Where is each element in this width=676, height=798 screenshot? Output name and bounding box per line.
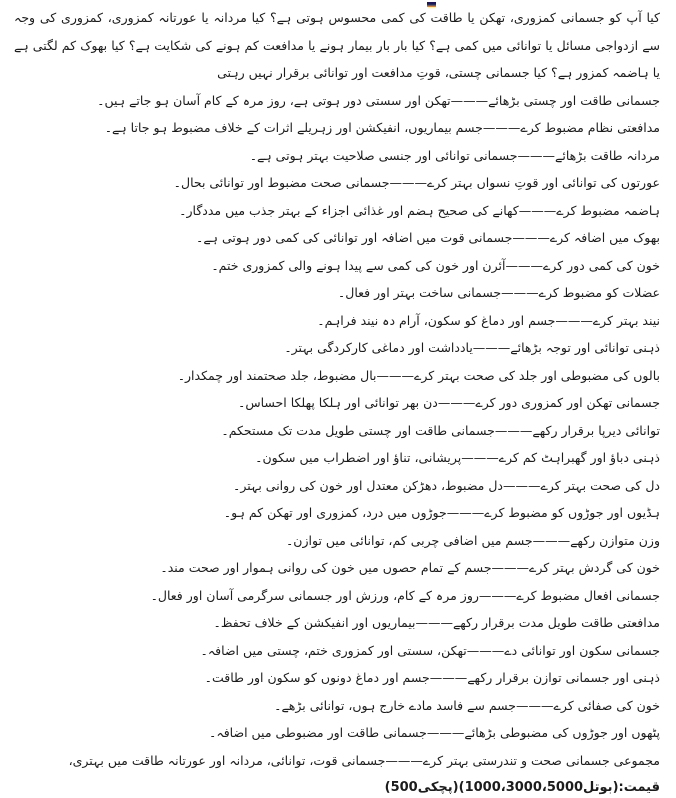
intro-questions-paragraph: کیا آپ کو جسمانی کمزوری، تھکن یا طاقت کی کمی محسوس ہوتی ہے؟ کیا مردانہ یا عورتانہ کمزوری، کمزوری کی وجہ سے ازدواجی مسائل یا توانائی میں کمی ہے؟ کیا بار بار بیمار ہونے یا مدافعت کم ہونے کی شکایت ہے؟ کیا بھوک کم لگتی ہے یا ہاضمہ کمزور ہے؟ کیا جسمانی چستی، قوتِ مدافعت اور توانائی برقرار نہیں رہتی bbox=[14, 10, 660, 80]
benefit-line: بھوک میں اضافہ کرے———جسمانی قوت میں اضافہ اور توانائی کی کمی دور ہوتی ہے۔ bbox=[196, 230, 660, 245]
benefit-line: خون کی کمی دور کرے———آئرن اور خون کی کمی سے پیدا ہونے والی کمزوری ختم۔ bbox=[211, 257, 660, 273]
benefit-line: جسمانی افعال مضبوط کرے———روز مرہ کے کام، ورزش اور جسمانی سرگرمی آسان اور فعال۔ bbox=[150, 587, 660, 603]
benefit-line: عورتوں کی توانائی اور قوتِ نسواں بہتر کرے———جسمانی صحت مضبوط اور توانائی بحال۔ bbox=[173, 175, 660, 190]
benefit-line: وزن متوازن رکھے———جسم میں اضافی چربی کم، توانائی میں توازن۔ bbox=[285, 532, 660, 548]
benefit-line: بالوں کی مضبوطی اور جلد کی صحت بہتر کرے———بال مضبوط، جلد صحتمند اور چمکدار۔ bbox=[177, 367, 660, 383]
benefit-line: خون کی گردش بہتر کرے———جسم کے تمام حصوں میں خون کی روانی ہموار اور صحت مند۔ bbox=[160, 560, 660, 575]
benefit-line: مجموعی جسمانی صحت و تندرستی بہتر کرے———جسمانی قوت، توانائی، مردانہ اور عورتانہ طاقت میں بہتری، bbox=[68, 752, 660, 768]
price-line: قیمت:(بوتل5000‏،3000‏،1000)(پچکی500) bbox=[384, 780, 660, 795]
benefit-line: ذہنی دباؤ اور گھبراہٹ کم کرے———پریشانی، تناؤ اور اضطراب میں سکون۔ bbox=[255, 450, 660, 465]
benefit-line: توانائی دیرپا برقرار رکھے———جسمانی طاقت اور چستی طویل مدت تک مستحکم۔ bbox=[221, 422, 660, 438]
benefit-line: جسمانی تھکن اور کمزوری دور کرے———دن بھر توانائی اور ہلکا پھلکا احساس۔ bbox=[238, 395, 660, 410]
benefit-line: ذہنی توانائی اور توجہ بڑھائے———یادداشت اور دماغی کارکردگی بہتر۔ bbox=[284, 340, 660, 355]
benefit-line: پٹھوں اور جوڑوں کی مضبوطی بڑھائے———جسمانی طاقت اور مضبوطی میں اضافہ۔ bbox=[209, 725, 660, 740]
benefit-line: ہڈیوں اور جوڑوں کو مضبوط کرے———جوڑوں میں درد، کمزوری اور تھکن کم ہو۔ bbox=[223, 505, 660, 520]
benefit-line: ذہنی اور جسمانی توازن برقرار رکھے———جسم اور دماغ دونوں کو سکون اور طاقت۔ bbox=[204, 670, 660, 685]
benefit-line: جسمانی طاقت اور چستی بڑھائے———تھکن اور سستی دور ہوتی ہے، روز مرہ کے کام آسان ہو جاتے ہیں۔ bbox=[97, 92, 660, 108]
benefit-line: ہاضمہ مضبوط کرے———کھانے کی صحیح ہضم اور غذائی اجزاء کے بہتر جذب میں مددگار۔ bbox=[179, 202, 660, 218]
benefit-line: جسمانی سکون اور توانائی دے———تھکن، سستی اور کمزوری ختم، چستی میں اضافہ۔ bbox=[200, 642, 660, 658]
document-content bbox=[14, 4, 660, 798]
benefit-line: مردانہ طاقت بڑھائے———جسمانی توانائی اور جنسی صلاحیت بہتر ہوتی ہے۔ bbox=[249, 147, 660, 163]
benefit-line: نیند بہتر کرے———جسم اور دماغ کو سکون، آرام دہ نیند فراہم۔ bbox=[317, 312, 660, 328]
benefit-line: خون کی صفائی کرے———جسم سے فاسد مادے خارج ہوں، توانائی بڑھے۔ bbox=[274, 697, 660, 713]
benefit-line: عضلات کو مضبوط کرے———جسمانی ساخت بہتر اور فعال۔ bbox=[337, 285, 660, 300]
benefit-line: مدافعتی طاقت طویل مدت برقرار رکھے———بیماریوں اور انفیکشن کے خلاف تحفظ۔ bbox=[213, 615, 660, 630]
benefit-line: مدافعتی نظام مضبوط کرے———جسم بیماریوں، انفیکشن اور زہریلے اثرات کے خلاف مضبوط ہو جاتا ہے۔ bbox=[104, 120, 660, 135]
benefit-line: دل کی صحت بہتر کرے———دل مضبوط، دھڑکن معتدل اور خون کی روانی بہتر۔ bbox=[233, 477, 660, 493]
benefits-list bbox=[14, 87, 660, 775]
